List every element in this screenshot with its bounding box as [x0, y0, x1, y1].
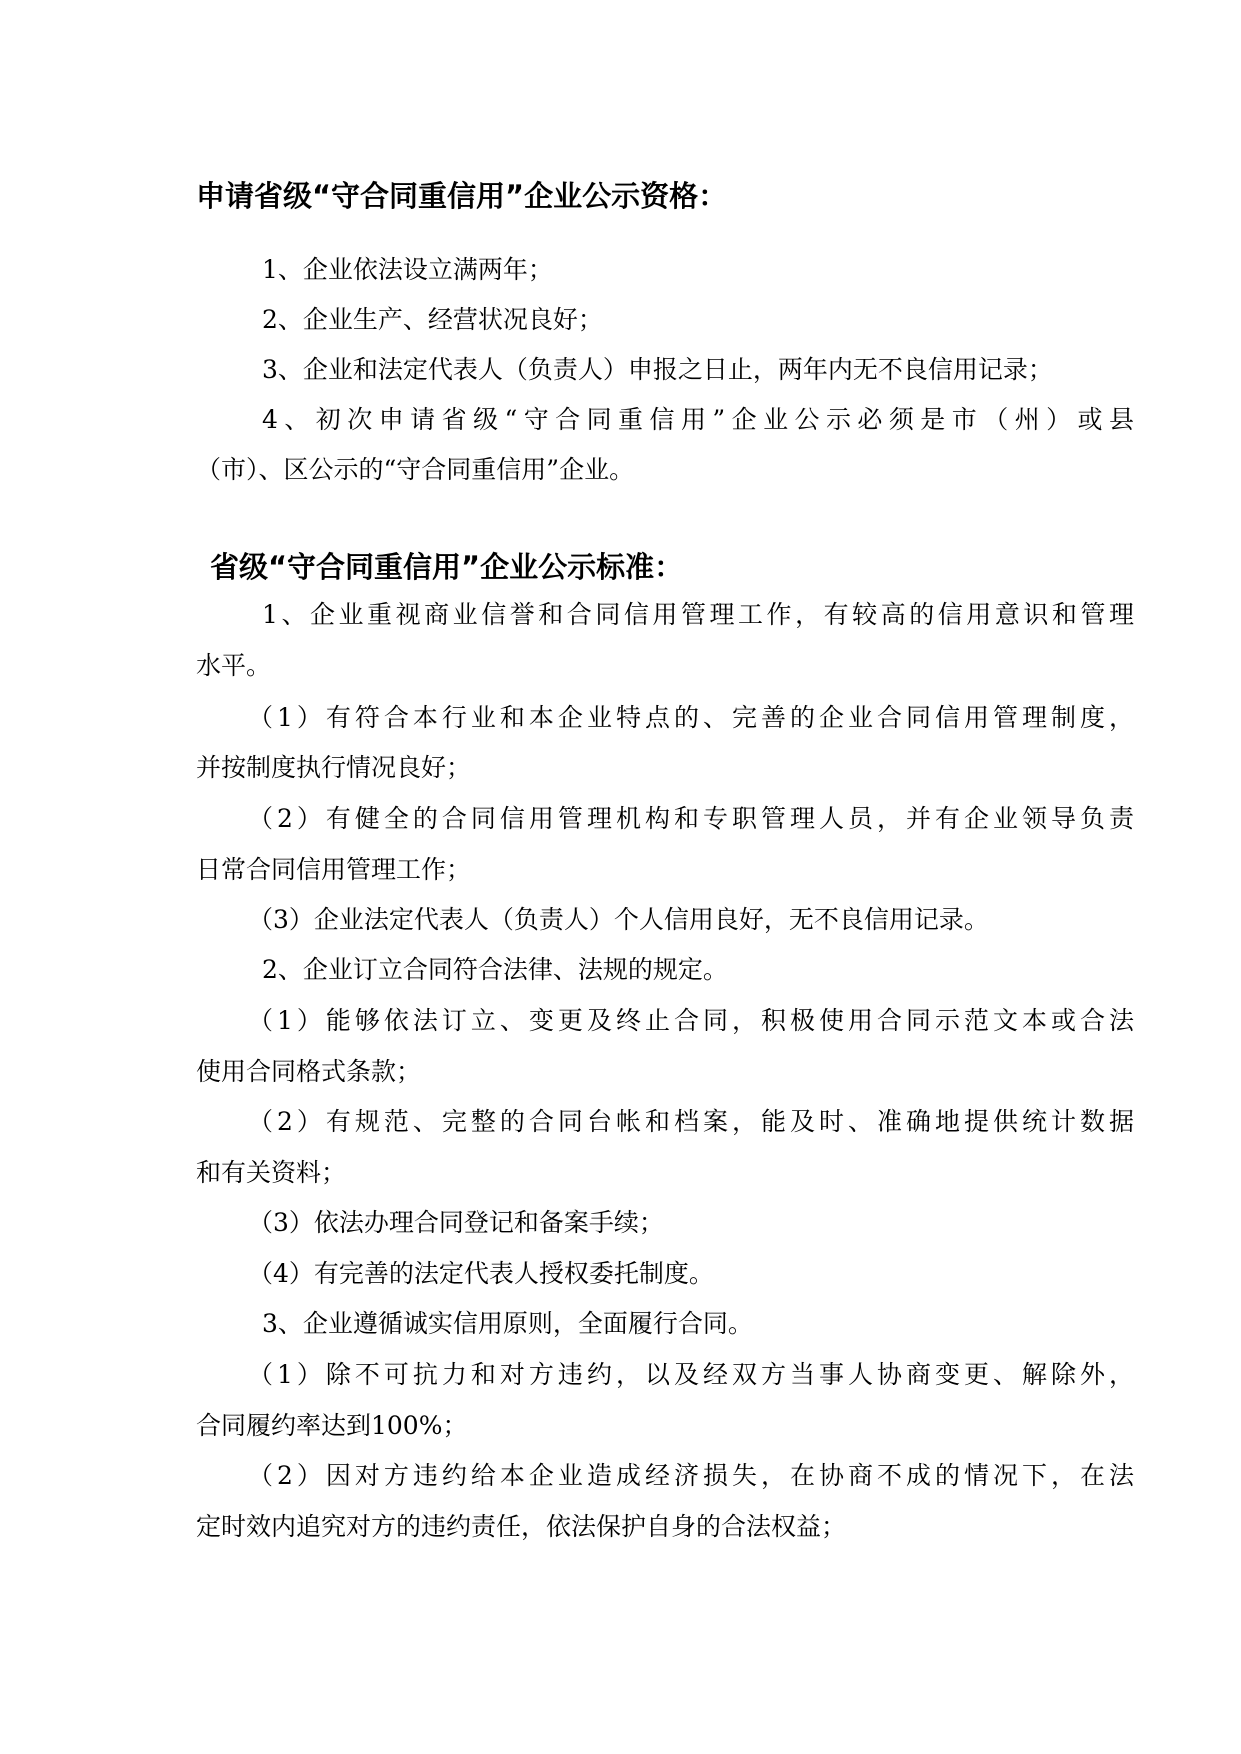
standard-line: （2）有规范、完整的合同台帐和档案，能及时、准确地提供统计数据	[248, 1107, 1134, 1136]
standard-line: （1）有符合本行业和本企业特点的、完善的企业合同信用管理制度，	[248, 703, 1134, 732]
standard-line: 使用合同格式条款；	[196, 1057, 422, 1086]
standard-line: 水平。	[196, 651, 272, 680]
standard-line: （3）企业法定代表人（负责人）个人信用良好，无不良信用记录。	[248, 905, 989, 934]
qualification-item-3: 3、企业和法定代表人（负责人）申报之日止，两年内无不良信用记录；	[262, 355, 1053, 384]
standard-line: 2、企业订立合同符合法律、法规的规定。	[262, 955, 728, 984]
standard-line: 合同履约率达到100%；	[196, 1411, 468, 1440]
qualification-item-4: 4、初次申请省级“守合同重信用”企业公示必须是市（州）或县	[262, 405, 1134, 434]
qualification-item-1: 1、企业依法设立满两年；	[262, 255, 553, 284]
section-heading-standards: 省级“守合同重信用”企业公示标准：	[210, 550, 684, 584]
standard-line: （2）因对方违约给本企业造成经济损失，在协商不成的情况下，在法	[248, 1461, 1134, 1490]
standard-line: （1）除不可抗力和对方违约，以及经双方当事人协商变更、解除外，	[248, 1360, 1134, 1389]
standard-line: （2）有健全的合同信用管理机构和专职管理人员，并有企业领导负责	[248, 804, 1134, 833]
standard-line: （4）有完善的法定代表人授权委托制度。	[248, 1259, 714, 1288]
standard-line: 和有关资料；	[196, 1158, 347, 1187]
standard-line: 3、企业遵循诚实信用原则，全面履行合同。	[262, 1309, 753, 1338]
standard-line: （3）依法办理合同登记和备案手续；	[248, 1208, 664, 1237]
standard-line: （1）能够依法订立、变更及终止合同，积极使用合同示范文本或合法	[248, 1006, 1134, 1035]
standard-line: 并按制度执行情况良好；	[196, 753, 472, 782]
qualification-item-2: 2、企业生产、经营状况良好；	[262, 305, 603, 334]
standard-line: 1、企业重视商业信誉和合同信用管理工作，有较高的信用意识和管理	[262, 600, 1134, 629]
standard-line: 定时效内追究对方的违约责任，依法保护自身的合法权益；	[196, 1512, 847, 1541]
qualification-item-4-cont: （市）、区公示的“守合同重信用”企业。	[196, 455, 635, 484]
section-heading-qualification: 申请省级“守合同重信用”企业公示资格：	[196, 179, 728, 213]
standard-line: 日常合同信用管理工作；	[196, 855, 472, 884]
